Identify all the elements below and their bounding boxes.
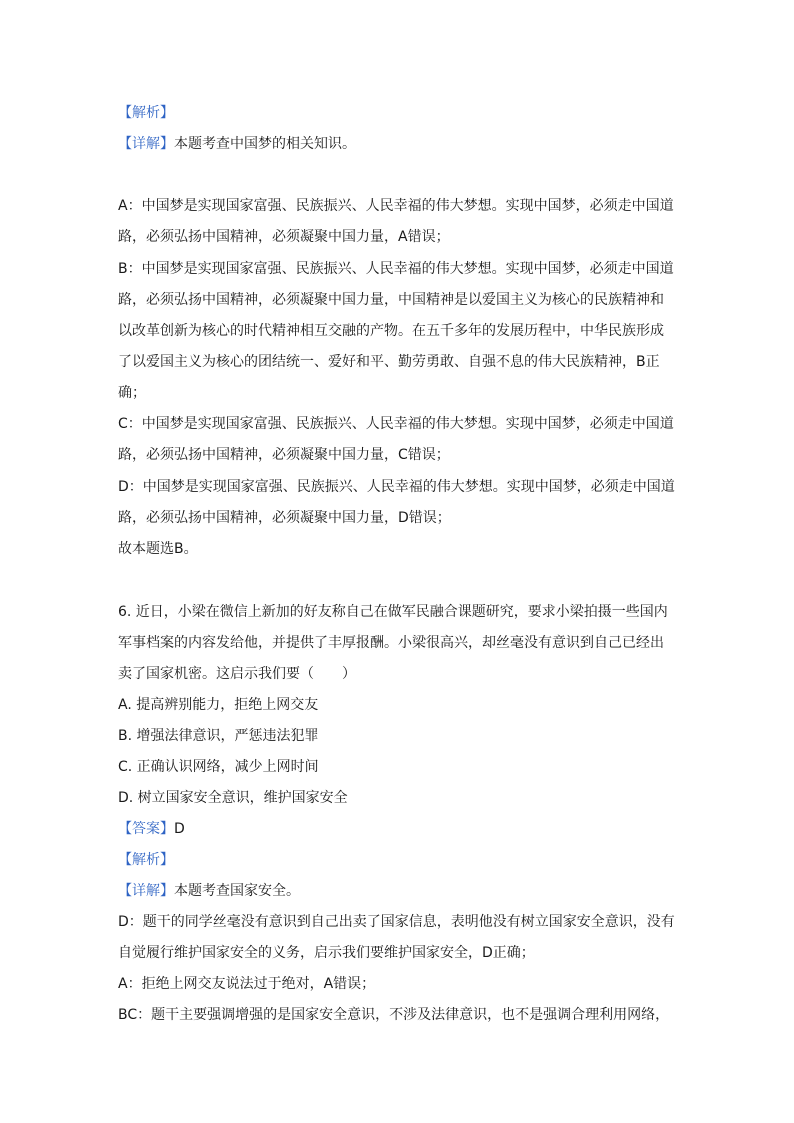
q6-option-a: A. 提高辨别能力，拒绝上网交友	[118, 697, 319, 713]
q5-option-b-line-4: 了以爱国主义为核心的团结统一、爱好和平、勤劳勇敢、自强不息的伟大民族精神，B正	[118, 354, 660, 370]
q5-option-b-line-3: 以改革创新为核心的时代精神相互交融的产物。在五千多年的发展历程中，中华民族形成	[118, 323, 664, 339]
q5-option-d-line-1: D：中国梦是实现国家富强、民族振兴、人民幸福的伟大梦想。实现中国梦，必须走中国道	[118, 479, 675, 495]
q6-detail-text: 本题考查国家安全。	[174, 883, 300, 899]
q5-option-b-line-2: 路，必须弘扬中国精神，必须凝聚中国力量，中国精神是以爱国主义为核心的民族精神和	[118, 292, 664, 308]
q6-answer	[118, 819, 185, 839]
q6-option-b: B. 增强法律意识，严惩违法犯罪	[118, 728, 319, 744]
q6-explanation-line-1: D：题干的同学丝毫没有意识到自己出卖了国家信息，表明他没有树立国家安全意识，没有	[118, 914, 675, 930]
q5-option-a-line-1: A：中国梦是实现国家富强、民族振兴、人民幸福的伟大梦想。实现中国梦，必须走中国道	[118, 198, 674, 214]
q5-option-b-line-5: 确；	[118, 385, 146, 401]
q6-answer-tag: 【答案】	[118, 821, 174, 837]
q6-detail	[118, 881, 300, 901]
q5-analysis-tag: 【解析】	[118, 105, 174, 121]
q6-option-d: D. 树立国家安全意识，维护国家安全	[118, 790, 348, 806]
q6-option-c: C. 正确认识网络，减少上网时间	[118, 759, 319, 775]
q6-stem-line-1: 6. 近日，小梁在微信上新加的好友称自己在做军民融合课题研究，要求小梁拍摄一些国内	[118, 604, 668, 620]
q5-detail	[118, 134, 356, 154]
q6-explanation-line-3: A：拒绝上网交友说法过于绝对，A错误；	[118, 976, 376, 992]
q5-option-d-line-2: 路，必须弘扬中国精神，必须凝聚中国力量，D错误；	[118, 510, 451, 526]
q6-explanation-line-4: BC：题干主要强调增强的是国家安全意识，不涉及法律意识，也不是强调合理利用网络，	[118, 1007, 670, 1023]
q6-explanation-line-2: 自觉履行维护国家安全的义务，启示我们要维护国家安全，D正确；	[118, 945, 535, 961]
q6-answer-value: D	[174, 821, 185, 837]
q6-stem-line-3: 卖了国家机密。这启示我们要（ ）	[118, 666, 356, 682]
q5-option-c-line-1: C：中国梦是实现国家富强、民族振兴、人民幸福的伟大梦想。实现中国梦，必须走中国道	[118, 416, 674, 432]
q6-analysis-tag: 【解析】	[118, 852, 174, 868]
q5-option-c-line-2: 路，必须弘扬中国精神，必须凝聚中国力量，C错误；	[118, 447, 450, 463]
q5-option-a-line-2: 路，必须弘扬中国精神，必须凝聚中国力量，A错误；	[118, 229, 450, 245]
q5-detail-tag: 【详解】	[118, 136, 174, 152]
q5-conclusion: 故本题选B。	[118, 541, 198, 557]
q6-detail-tag: 【详解】	[118, 883, 174, 899]
q6-stem-line-2: 军事档案的内容发给他，并提供了丰厚报酬。小梁很高兴，却丝毫没有意识到自己已经出	[118, 635, 664, 651]
q5-option-b-line-1: B：中国梦是实现国家富强、民族振兴、人民幸福的伟大梦想。实现中国梦，必须走中国道	[118, 261, 674, 277]
q5-detail-text: 本题考查中国梦的相关知识。	[174, 136, 356, 152]
